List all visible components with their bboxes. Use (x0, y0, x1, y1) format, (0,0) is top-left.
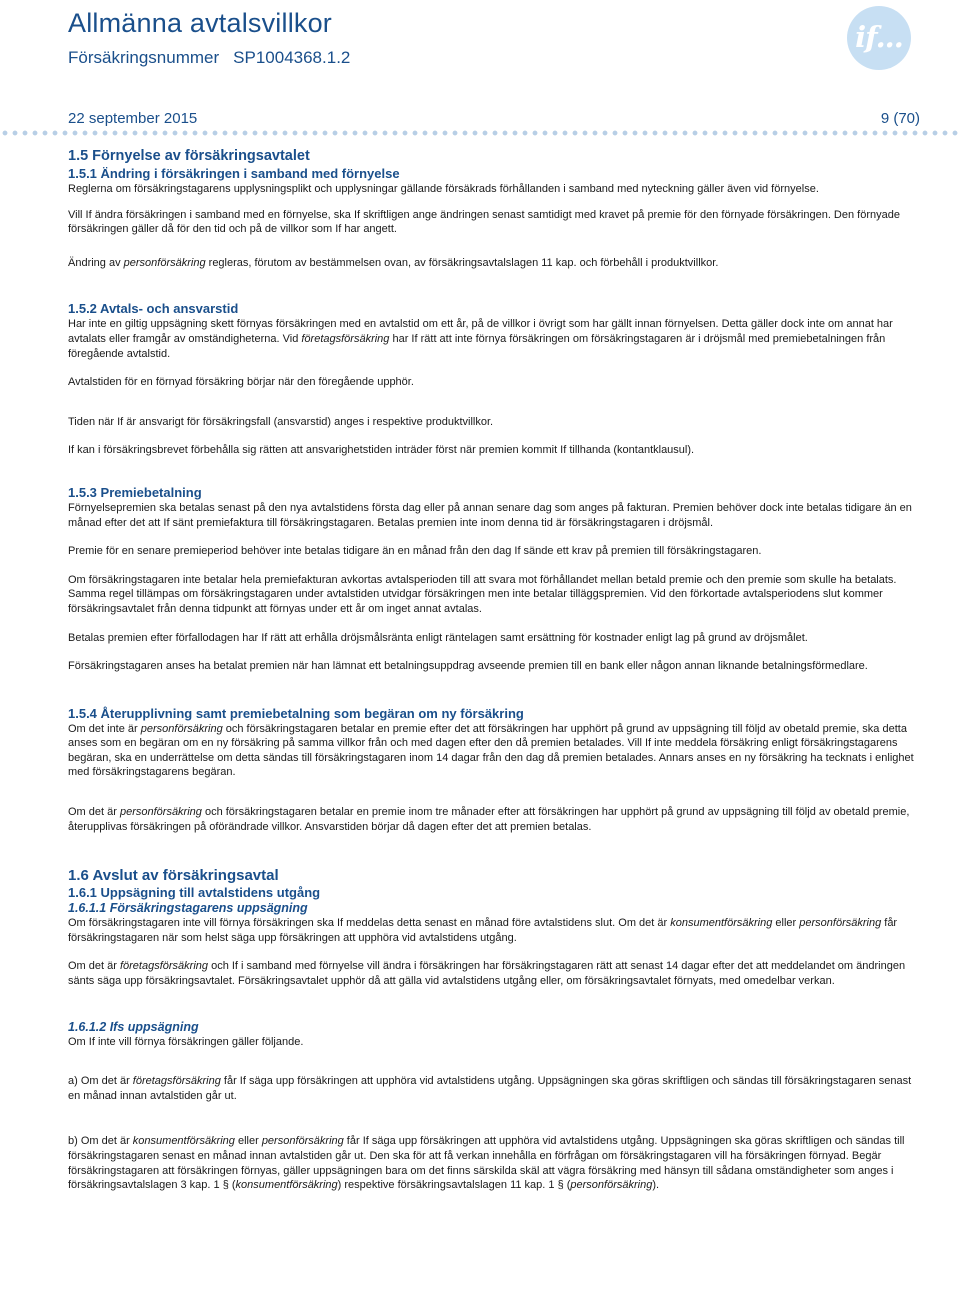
paragraph: Avtalstiden för en förnyad försäkring börjar när den föregående upphör. (68, 376, 414, 389)
section-heading-1-6-1: 1.6.1 Uppsägning till avtalstidens utgång (68, 885, 321, 901)
paragraph: Vill If ändra försäkringen i samband med en förnyelse, ska If skriftligen ange ändringen senast samtidigt med kravet på premie för den förnyade försäkringen. Den förnyade försäkringen gäller då för den tid och på de villkor som If har angett. (68, 208, 900, 236)
document-title: Allmänna avtalsvillkor (68, 8, 332, 38)
document-body (68, 147, 920, 1193)
paragraph: Om If inte vill förnya försäkringen gäller följande. (68, 1035, 304, 1048)
section-heading-1-6: 1.6 Avslut av försäkringsavtal (68, 867, 279, 885)
dotted-divider (0, 129, 960, 137)
paragraph: Reglerna om försäkringstagarens upplysningsplikt och upplysningar gällande försäkrads förhållanden i samband med nyteckning gäller även vid förnyelse. (68, 183, 819, 195)
if-logo-text: if... (855, 20, 903, 54)
section-heading-1-6-1-2: 1.6.1.2 Ifs uppsägning (68, 1019, 199, 1034)
section-heading-1-6-1-1: 1.6.1.1 Försäkringstagarens uppsägning (68, 901, 308, 916)
paragraph: Ändring av personförsäkring regleras, förutom av bestämmelsen ovan, av försäkringsavtalslagen 11 kap. och förbehåll i produktvillkor. (68, 256, 719, 269)
if-logo (847, 6, 911, 70)
paragraph: Har inte en giltig uppsägning skett förnyas försäkringen med en avtalstid om ett år, på de villkor i övrigt som har gällt innan förnyelsen. Detta gäller dock inte om annat har avtalats eller framgår av omständigheterna. Vid företagsförsäkring har If rätt att inte förnya försäkringen om försäkringstagaren är i dröjsmål med premiebetalningen från föregående avtalstid. (68, 318, 893, 360)
paragraph: Försäkringstagaren anses ha betalat premien när han lämnat ett betalningsuppdrag avseende premien till en bank eller någon annan liknande betalningsförmedlare. (68, 660, 868, 673)
document-date: 22 september 2015 (68, 110, 198, 127)
paragraph: Tiden när If är ansvarigt för försäkringsfall (ansvarstid) anges i respektive produktvillkor. (68, 415, 494, 428)
section-heading-1-5-3: 1.5.3 Premiebetalning (68, 484, 202, 500)
paragraph: Om det är företagsförsäkring och If i samband med förnyelse vill ändra i försäkringen har försäkringstagaren rätt att senast 14 dagar efter det att meddelandet om ändringen sänts säga upp försäkringsavtalet. Försäkringsavtalet upphör då att gälla vid avtalstidens utgång eller, om försäkringsavtalet förnyats, med omedelbar verkan. (68, 960, 906, 988)
policy-number: SP1004368.1.2 (233, 48, 351, 67)
page-number: 9 (70) (880, 110, 920, 127)
paragraph: Om det är personförsäkring och försäkringstagaren betalar en premie inom tre månader efter att försäkringen har upphört på grund av uppsägning till följd av obetald premie, återupplivas försäkringen på oförändrade villkor. Ansvarstiden börjar då dagen efter det att premien betalas. (68, 806, 910, 833)
paragraph: If kan i försäkringsbrevet förbehålla sig rätten att ansvarighetstiden inträder först när premien kommit If tillhanda (kontantklausul). (68, 444, 695, 457)
section-heading-1-5-2: 1.5.2 Avtals- och ansvarstid (68, 301, 239, 317)
list-item-a: a) Om det är företagsförsäkring får If säga upp försäkringen att upphöra vid avtalstidens utgång. Uppsägningen ska göras skriftligen och sändas till försäkringstagaren senast en månad innan avtalstiden går ut. (68, 1075, 912, 1102)
list-item-b: b) Om det är konsumentförsäkring eller personförsäkring får If säga upp försäkringen att upphöra vid avtalstidens utgång. Uppsägningen ska göras skriftligen och sändas till försäkringstagaren senast en månad innan avtalstiden går ut. Den ska för att få verkan innehålla en förfrågan om försäkringstagaren vill ha försäkringen förnyad. Begär försäkringstagaren att försäkringen förnyas, gäller uppsägningen bara om det finns särskilda skäl att vägra försäkring med hänsyn till sådana omständigheter som anges i försäkringsavtalslagen 3 kap. 1 § (konsumentförsäkring) respektive försäkringsavtalslagen 11 kap. 1 § (personförsäkring). (68, 1135, 905, 1192)
paragraph: Premie för en senare premieperiod behöver inte betalas tidigare än en månad från den dag If sände ett krav på premien till försäkringstagaren. (68, 545, 762, 558)
policy-number-line (68, 48, 350, 68)
policy-label: Försäkringsnummer (68, 48, 220, 67)
section-heading-1-5: 1.5 Förnyelse av försäkringsavtalet (68, 148, 310, 164)
paragraph: Förnyelsepremien ska betalas senast på den nya avtalstidens första dag eller på annan senare dag som anges på fakturan. Premien behöver dock inte betalas tidigare än en månad efter det att If sänt premiefaktura till försäkringstagaren. Betalas premien inte inom denna tid är försäkringstagaren i dröjsmål. (68, 501, 912, 529)
paragraph: Betalas premien efter förfallodagen har If rätt att erhålla dröjsmålsränta enligt räntelagen samt ersättning för kostnader enligt lag på grund av dröjsmålet. (68, 631, 808, 644)
section-heading-1-5-1: 1.5.1 Ändring i försäkringen i samband med förnyelse (68, 166, 400, 181)
section-heading-1-5-4: 1.5.4 Återupplivning samt premiebetalning som begäran om ny försäkring (68, 705, 524, 721)
paragraph: Om försäkringstagaren inte betalar hela premiefakturan avkortas avtalsperioden till att svara mot förhållandet mellan betald premie och den premie som skulle ha betalats. Samma regel tillämpas om försäkringstagaren under avtalstiden utvidgar försäkringen men inte betalar tilläggspremien. Vid den förkortade avtalsperiodens slut kommer försäkringsavtalet från denna tidpunkt att förnyas under ett år om inget annat avtalas. (68, 573, 897, 615)
paragraph: Om det inte är personförsäkring och försäkringstagaren betalar en premie efter det att försäkringen har upphört på grund av uppsägning till följd av obetald premie, ska detta anses som en begäran om en ny försäkring på samma villkor från och med dagen efter den då premien betalades. Vill If inte meddela försäkring enligt försäkringstagarens begäran, ska en underrättelse om detta sändas till försäkringstagaren inom 14 dagar från den dag då premien betalades. Annars anses en ny försäkring ha tecknats i enlighet med försäkringstagarens begäran. (68, 722, 914, 779)
paragraph: Om försäkringstagaren inte vill förnya försäkringen ska If meddelas detta senast en månad före avtalstidens slut. Om det är konsumentförsäkring eller personförsäkring får försäkringstagaren när som helst säga upp försäkringen att upphöra vid avtalstidens utgång. (68, 917, 898, 944)
